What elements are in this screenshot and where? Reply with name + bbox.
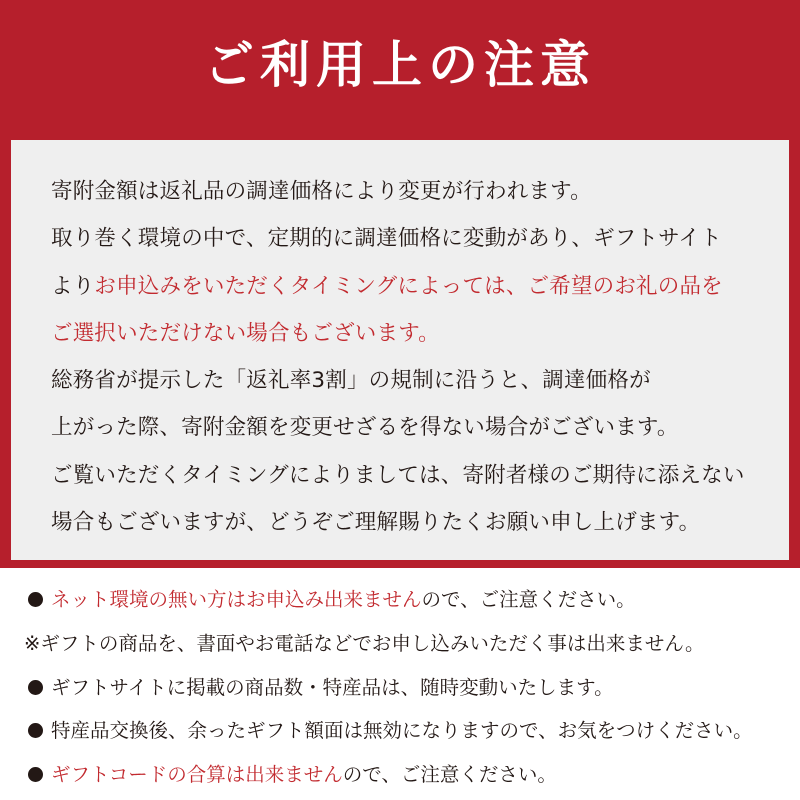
notice-text: 取り巻く環境の中で、定期的に調達価格に変動があり、ギフトサイト: [51, 226, 722, 252]
notice-text: より: [51, 273, 95, 299]
note-text: ので、ご注意ください。: [342, 763, 557, 787]
notice-text: ご覧いただくタイミングによりましては、寄附者様のご期待に添えない: [51, 462, 745, 488]
bullet-icon: [28, 680, 43, 695]
bullet-icon: [28, 592, 43, 607]
highlighted-text: お申込みをいただくタイミングによっては、ご希望のお礼の品を: [94, 273, 723, 299]
note-item: [24, 753, 800, 797]
note-item: [24, 666, 800, 710]
notes-section: [0, 568, 800, 800]
notice-line: [51, 404, 789, 451]
notice-line: [51, 263, 789, 310]
highlighted-text: ご選択いただけない場合もございます。: [51, 320, 440, 346]
notice-text: 場合もございますが、どうぞご理解賜りたくお願い申し上げます。: [51, 510, 701, 536]
note-item: [24, 622, 800, 666]
notice-text: 総務省が提示した「返礼率3割」の規制に沿うと、調達価格が: [51, 368, 651, 394]
bullet-icon: [28, 723, 43, 738]
highlighted-text: ネット環境の無い方はお申込み出来ません: [51, 588, 422, 611]
page-title: ご利用上の注意: [204, 36, 596, 94]
notice-line: [51, 310, 789, 357]
notice-line: [51, 215, 789, 262]
notice-line: [51, 452, 789, 499]
note-text: ので、ご注意ください。: [421, 588, 636, 611]
highlighted-text: ギフトコードの合算は出来ません: [51, 763, 343, 787]
notice-line: [51, 357, 789, 404]
notice-panel: [11, 140, 789, 560]
notice-line: [51, 168, 789, 215]
bullet-icon: [28, 767, 43, 782]
note-item: [24, 709, 800, 753]
header-banner: [0, 0, 800, 130]
note-text: ギフトサイトに掲載の商品数・特産品は、随時変動いたします。: [51, 675, 614, 699]
notice-line: [51, 499, 789, 546]
note-text: ※ギフトの商品を、書面やお電話などでお申し込みいただく事は出来ません。: [24, 631, 705, 655]
note-text: 特産品交換後、余ったギフト額面は無効になりますので、お気をつけください。: [51, 719, 753, 743]
notice-text: 寄附金額は返礼品の調達価格により変更が行われます。: [51, 179, 592, 204]
notice-text: 上がった際、寄附金額を変更せざるを得ない場合がございます。: [51, 415, 679, 441]
note-item: [24, 578, 800, 622]
